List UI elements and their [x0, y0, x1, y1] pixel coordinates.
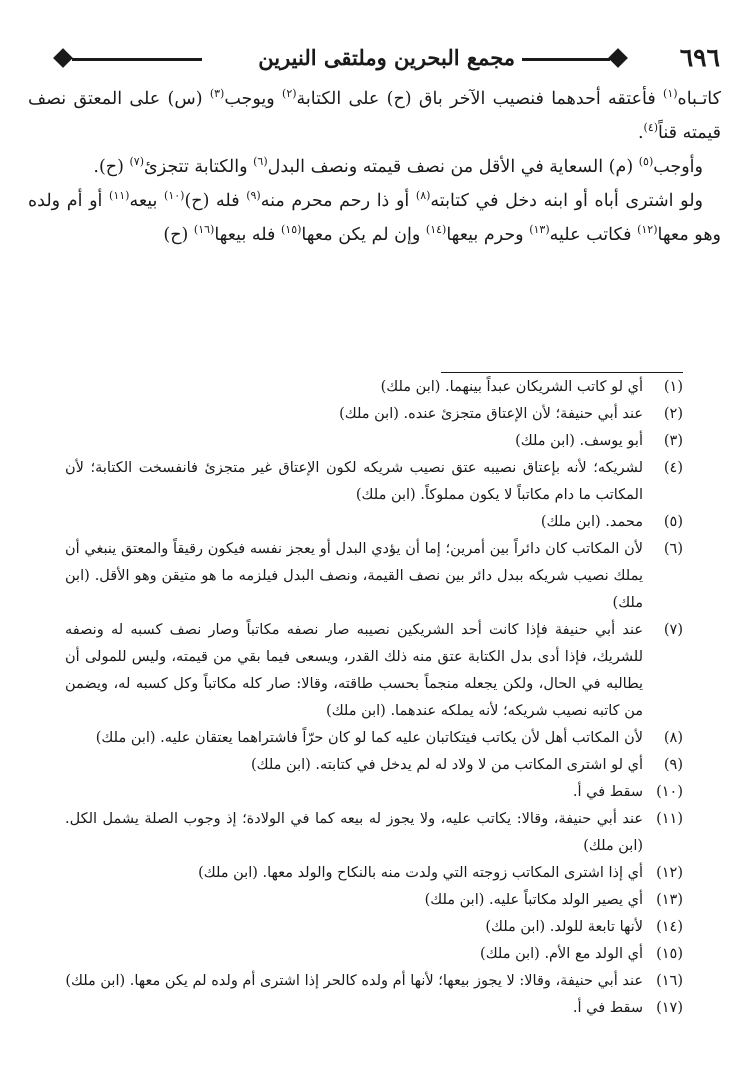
- footnote: [65, 779, 683, 806]
- footnote: [65, 725, 683, 752]
- footnote-ref[interactable]: (١٤): [425, 223, 447, 237]
- footnote-ref[interactable]: (١٦): [193, 223, 215, 237]
- footnote-text: أي الولد مع الأم. (ابن ملك): [480, 946, 643, 962]
- footnote-ref[interactable]: (٦): [253, 155, 268, 169]
- main-paragraph: كاتـباه$^{(١)}$ فأعتقه أحدهما فنصيب الآخر باق (ح) على الكتابة$^{(٢)}$ ويوجب$^{(٣)}$ (س) على المعتق نصف قيمته قناً$^{(٤)}$.: [28, 87, 721, 143]
- footnote: [65, 914, 683, 941]
- footnote: [65, 374, 683, 401]
- footnote-number: (١): [663, 379, 683, 395]
- footnote: [65, 455, 683, 509]
- footnote: [65, 860, 683, 887]
- footnote-number: (١٣): [656, 892, 683, 908]
- footnote-number: (١٥): [656, 946, 683, 962]
- footnote-number: (٤): [663, 460, 683, 476]
- footnote-number: (١٠): [656, 784, 683, 800]
- footnote: [65, 806, 683, 860]
- footnote-ref[interactable]: (٩): [246, 189, 261, 203]
- running-title: مجمع البحرين وملتقى النيرين: [258, 45, 515, 70]
- page-header: [30, 40, 720, 76]
- footnote: [65, 428, 683, 455]
- footnote-text: أي إذا اشترى المكاتب زوجته التي ولدت منه بالنكاح والولد معها. (ابن ملك): [198, 865, 643, 881]
- footnote: [65, 995, 683, 1022]
- footnote-separator: [441, 372, 683, 373]
- footnote-text: لأن المكاتب كان دائراً بين أمرين؛ إما أن يؤدي البدل أو يعجز نفسه فيكون رقيقاً والمعتق ينبغي أن يملك نصيب شريكه ببدل دائر بين نصف القيمة، ونصف البدل فيلزمه ما هو متيقن وهو الأقل. (ابن ملك): [65, 541, 643, 611]
- header-rule-left: [72, 58, 202, 61]
- footnote-number: (٧): [663, 622, 683, 638]
- footnote-text: عند أبي حنيفة، وقالا: لا يجوز بيعها؛ لأنها أم ولده كالحر إذا اشترى أم ولده لم يكن معها. (ابن ملك): [65, 973, 643, 989]
- footnote-ref[interactable]: (١١): [109, 189, 130, 203]
- footnote-text: أبو يوسف. (ابن ملك): [515, 433, 643, 449]
- footnote-number: (٩): [663, 757, 683, 773]
- footnote-number: (٥): [663, 514, 683, 530]
- footnote-ref[interactable]: (٤): [643, 121, 659, 135]
- footnote-text: محمد. (ابن ملك): [540, 514, 643, 530]
- footnote-text: لأن المكاتب أهل لأن يكاتب فيتكاتبان عليه كما لو كان حرّاً فاشتراهما يعتقان عليه. (ابن ملك): [95, 730, 643, 746]
- footnote-number: (١٦): [656, 973, 683, 989]
- footnote-text: سقط في أ.: [572, 1000, 643, 1016]
- footnote-text: أي يصير الولد مكاتباً عليه. (ابن ملك): [424, 892, 643, 908]
- footnote-text: أي لو كاتب الشريكان عبداً بينهما. (ابن ملك): [380, 379, 643, 395]
- footnote-ref[interactable]: (٥): [638, 155, 654, 169]
- footnote-text: سقط في أ.: [572, 784, 643, 800]
- footnote-ref[interactable]: (١٥): [281, 223, 302, 237]
- footnote: [65, 509, 683, 536]
- footnote-ref[interactable]: (١): [663, 87, 678, 101]
- footnote-number: (١٧): [656, 1000, 683, 1016]
- footnote-text: لأنها تابعة للولد. (ابن ملك): [485, 919, 643, 935]
- header-rule-right: [522, 58, 610, 61]
- main-paragraph: ولو اشترى أباه أو ابنه دخل في كتابته$^{(٨)}$ أو ذا رحم محرم منه$^{(٩)}$ فله (ح)$^{(١٠)}$ بيعه$^{(١١)}$ أو أم ولده وهو معها$^{(١٢)}$ فكاتب عليه$^{(١٣)}$ وحرم بيعها$^{(١٤)}$ وإن لم يكن معها$^{(١٥)}$ فله بيعها$^{(١٦)}$ (ح): [28, 189, 721, 245]
- footnote-text: أي لو اشترى المكاتب من لا ولاد له لم يدخل في كتابته. (ابن ملك): [250, 757, 643, 773]
- footnotes: [65, 374, 683, 1022]
- main-paragraph: وأوجب$^{(٥)}$ (م) السعاية في الأقل من نصف قيمته ونصف البدل$^{(٦)}$ والكتابة تتجزئ$^{(٧)}$ (ح).: [93, 155, 703, 177]
- diamond-ornament-left: [53, 48, 73, 68]
- footnote-text: عند أبي حنيفة؛ لأن الإعتاق متجزئ عنده. (ابن ملك): [339, 406, 643, 422]
- footnote-ref[interactable]: (٧): [129, 155, 145, 169]
- footnote: [65, 401, 683, 428]
- footnote-ref[interactable]: (١٢): [637, 223, 658, 237]
- footnote-number: (٢): [663, 406, 683, 422]
- footnote-ref[interactable]: (٢): [282, 87, 297, 101]
- footnote-ref[interactable]: (٨): [415, 189, 431, 203]
- footnote: [65, 536, 683, 617]
- footnote-number: (٦): [663, 541, 683, 557]
- footnote-number: (١٤): [656, 919, 683, 935]
- footnote-text: عند أبي حنيفة، وقالا: يكاتب عليه، ولا يجوز له بيعه كما في الولادة؛ إذ وجوب الصلة يشمل الكل. (ابن ملك): [65, 811, 643, 854]
- main-text: [28, 82, 721, 252]
- footnote-text: عند أبي حنيفة فإذا كانت أحد الشريكين نصيبه صار نصفه مكاتباً وصار نصف كسبه له ونصفه للشريك، فإذا أدى بدل الكتابة عتق منه ذلك القدر، ويسعى فيما بقي من قيمته، وليس للمولى أن يطالبه في الحال، ولكن يجعله منجماً بحسب طاقته، وقالا: صار كله مكاتباً وكل كسبه له، ويضمن من كاتبه نصيب شريكه؛ لأنه يملكه عندهما. (ابن ملك): [65, 622, 643, 719]
- footnote: [65, 941, 683, 968]
- footnote-text: لشريكه؛ لأنه بإعتاق نصيبه عتق نصيب شريكه لكون الإعتاق غير متجزئ فانفسخت الكتابة؛ لأن المكاتب ما دام مكاتباً لا يكون مملوكاً. (ابن ملك): [65, 460, 643, 503]
- footnote-number: (١٢): [656, 865, 683, 881]
- page-number: ٦٩٦: [679, 43, 720, 72]
- footnote-ref[interactable]: (٣): [209, 87, 225, 101]
- footnote-ref[interactable]: (١٣): [529, 223, 550, 237]
- footnote: [65, 887, 683, 914]
- footnote-number: (١١): [656, 811, 683, 827]
- footnote: [65, 968, 683, 995]
- footnote-ref[interactable]: (١٠): [164, 189, 185, 203]
- diamond-ornament-right: [608, 48, 628, 68]
- footnote-number: (٣): [663, 433, 683, 449]
- footnote-number: (٨): [663, 730, 683, 746]
- footnote: [65, 752, 683, 779]
- footnote: [65, 617, 683, 725]
